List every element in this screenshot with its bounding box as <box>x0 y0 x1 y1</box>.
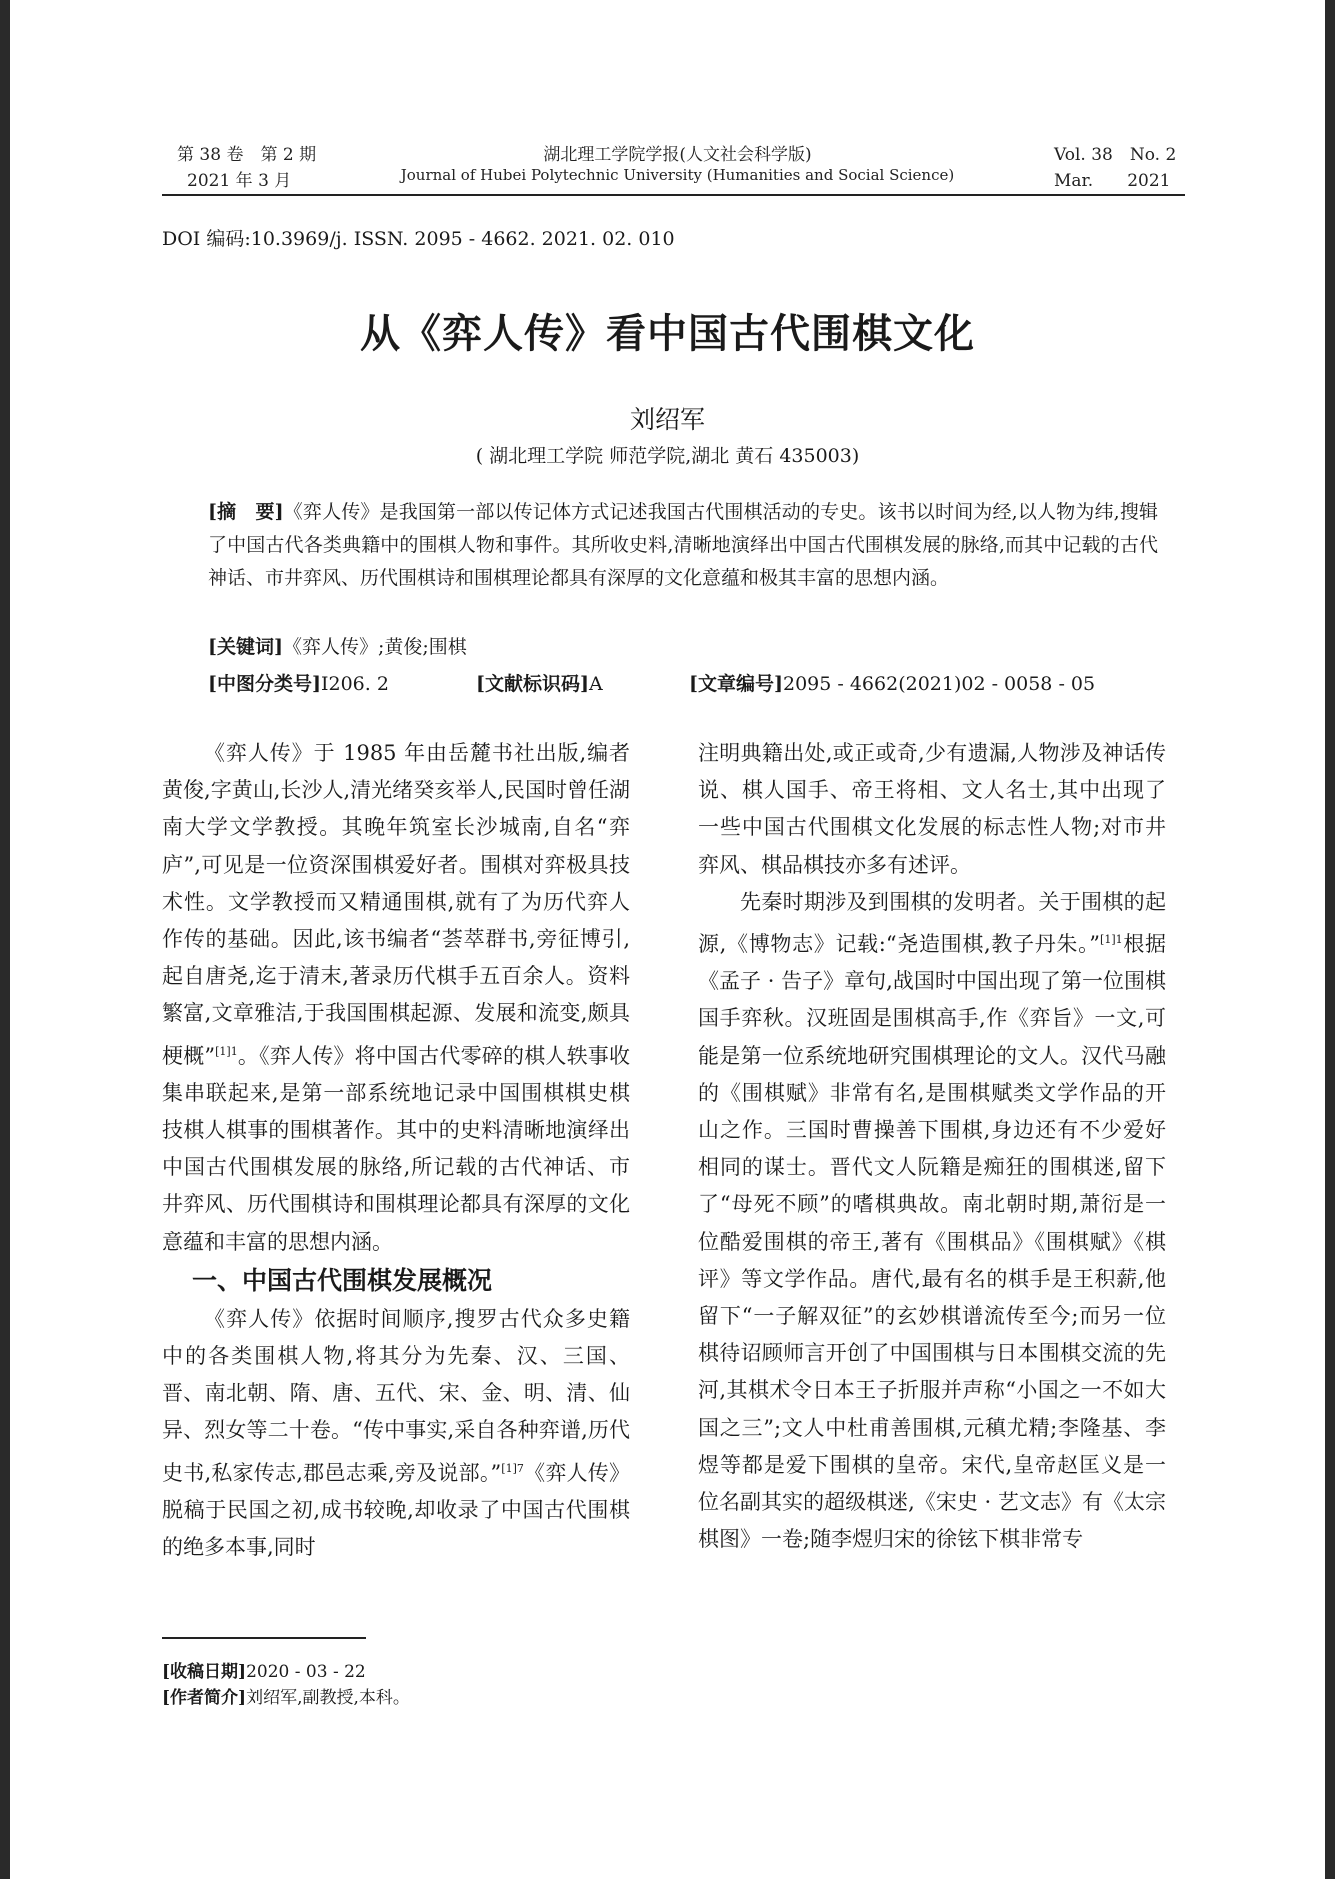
body-left-column <box>162 735 630 1566</box>
header-journal-cn: 湖北理工学院学报(人文社会科学版) <box>543 145 812 165</box>
body-paragraph: 《弈人传》依据时间顺序,搜罗古代众多史籍中的各类围棋人物,将其分为先秦、汉、三国、晋、南北朝、隋、唐、五代、宋、金、明、清、仙异、烈女等二十卷。“传中事实,采自各种弈谱,历代史书,私家传志,郡邑志乘,旁及说部。”$^{[1]7}$《弈人传》脱稿于民国之初,成书较晚,却收录了中国古代围棋的绝多本事,同时 <box>162 1306 631 1560</box>
article-number <box>689 669 1095 696</box>
citation: [1]1 <box>215 1044 238 1058</box>
keywords <box>208 632 467 659</box>
citation: [1]7 <box>501 1461 524 1475</box>
section-heading: 一、中国古代围棋发展概况 <box>192 1265 493 1295</box>
author-name: 刘绍军 <box>629 405 705 434</box>
abstract-text: 《弈人传》是我国第一部以传记体方式记述我国古代围棋活动的专史。该书以时间为经,以人物为纬,搜辑了中国古代各类典籍中的围棋人物和事件。其所收史料,清晰地演绎出中国古代围棋发展的脉络,而其中记载的古代神话、市井弈风、历代围棋诗和围棋理论都具有深厚的文化意蕴和极其丰富的思想内涵。 <box>208 501 1158 589</box>
header-volume-issue-en: Vol. 38 No. 2 <box>1054 145 1177 165</box>
article-number-value: 2095 - 4662(2021)02 - 0058 - 05 <box>782 673 1096 695</box>
document-code-label: [文献标识码] <box>476 673 589 695</box>
footnote-rule <box>162 1637 366 1639</box>
received-date-label: [收稿日期] <box>162 1662 247 1682</box>
article-number-label: [文章编号] <box>689 673 783 695</box>
doi: DOI 编码:10.3969/j. ISSN. 2095 - 4662. 2021. 02. 010 <box>162 228 675 250</box>
clc-number <box>208 669 389 696</box>
keywords-label: [关键词] <box>208 636 283 658</box>
clc-value: I206. 2 <box>320 673 389 695</box>
abstract-label: [摘 要] <box>208 501 284 523</box>
body-paragraph: 《弈人传》于 1985 年由岳麓书社出版,编者黄俊,字黄山,长沙人,清光绪癸亥举人,民国时曾任湖南大学文学教授。其晚年筑室长沙城南,自名“弈庐”,可见是一位资深围棋爱好者。围棋对弈极具技术性。文学教授而又精通围棋,就有了为历代弈人作传的基础。因此,该书编者“荟萃群书,旁征博引,起自唐尧,迄于清末,著录历代棋手五百余人。资料繁富,文章雅洁,于我国围棋起源、发展和流变,颇具梗概”$^{[1]1}$。《弈人传》将中国古代零碎的棋人轶事收集串联起来,是第一部系统地记录中国围棋棋史棋技棋人棋事的围棋著作。其中的史料清晰地演绎出中国古代围棋发展的脉络,所记载的古代神话、市井弈风、历代围棋诗和围棋理论都具有深厚的文化意蕴和丰富的思想内涵。 <box>162 741 630 1254</box>
author-bio <box>162 1686 410 1711</box>
citation: [1]1 <box>1100 933 1123 947</box>
clc-label: [中图分类号] <box>208 673 321 695</box>
body-paragraph: 注明典籍出处,或正或奇,少有遗漏,人物涉及神话传说、棋人国手、帝王将相、文人名士,其中出现了一些中国古代围棋文化发展的标志性人物;对市井弈风、棋品棋技亦多有述评。 <box>698 741 1166 877</box>
abstract <box>208 496 1158 595</box>
document-code-value: A <box>588 673 603 695</box>
article-title: 从《弈人传》看中国古代围棋文化 <box>360 310 975 357</box>
header-volume-issue-cn: 第 38 卷 第 2 期 <box>177 145 317 165</box>
header-rule <box>162 194 1185 196</box>
author-bio-label: [作者简介] <box>162 1688 247 1708</box>
author-affiliation: ( 湖北理工学院 师范学院,湖北 黄石 435003) <box>475 445 860 467</box>
document-code <box>476 669 603 696</box>
header-date-cn: 2021 年 3 月 <box>187 171 292 191</box>
keywords-text: 《弈人传》;黄俊;围棋 <box>282 636 467 658</box>
body-paragraph: 先秦时期涉及到围棋的发明者。关于围棋的起源,《博物志》记载:“尧造围棋,教子丹朱。”$^{[1]1}$根据《孟子 · 告子》章句,战国时中国出现了第一位围棋国手弈秋。汉班固是围棋高手,作《弈旨》一文,可能是第一位系统地研究围棋理论的文人。汉代马融的《围棋赋》非常有名,是围棋赋类文学作品的开山之作。三国时曹操善下围棋,身边还有不少爱好相同的谋士。晋代文人阮籍是痴狂的围棋迷,留下了“母死不顾”的嗜棋典故。南北朝时期,萧衍是一位酷爱围棋的帝王,著有《围棋品》《围棋赋》《棋评》等文学作品。唐代,最有名的棋手是王积薪,他留下“一子解双征”的玄妙棋谱流传至今;而另一位棋待诏顾师言开创了中国围棋与日本围棋交流的先河,其棋术令日本王子折服并声称“小国之一不如大国之三”;文人中杜甫善围棋,元稹尤精;李隆基、李煜等都是爱下围棋的皇帝。宋代,皇帝赵匡义是一位名副其实的超级棋迷,《宋史 · 艺文志》有《太宗棋图》一卷;随李煜归宋的徐铉下棋非常专 <box>698 889 1167 1552</box>
body-right-column <box>698 735 1166 1558</box>
author-bio-value: 刘绍军,副教授,本科。 <box>246 1688 410 1708</box>
header-journal-en: Journal of Hubei Polytechnic University (Humanities and Social Science) <box>400 166 955 184</box>
received-date-value: 2020 - 03 - 22 <box>246 1662 366 1682</box>
header-date-en: Mar. 2021 <box>1054 171 1171 191</box>
received-date <box>162 1660 366 1685</box>
journal-page <box>10 0 1325 1879</box>
